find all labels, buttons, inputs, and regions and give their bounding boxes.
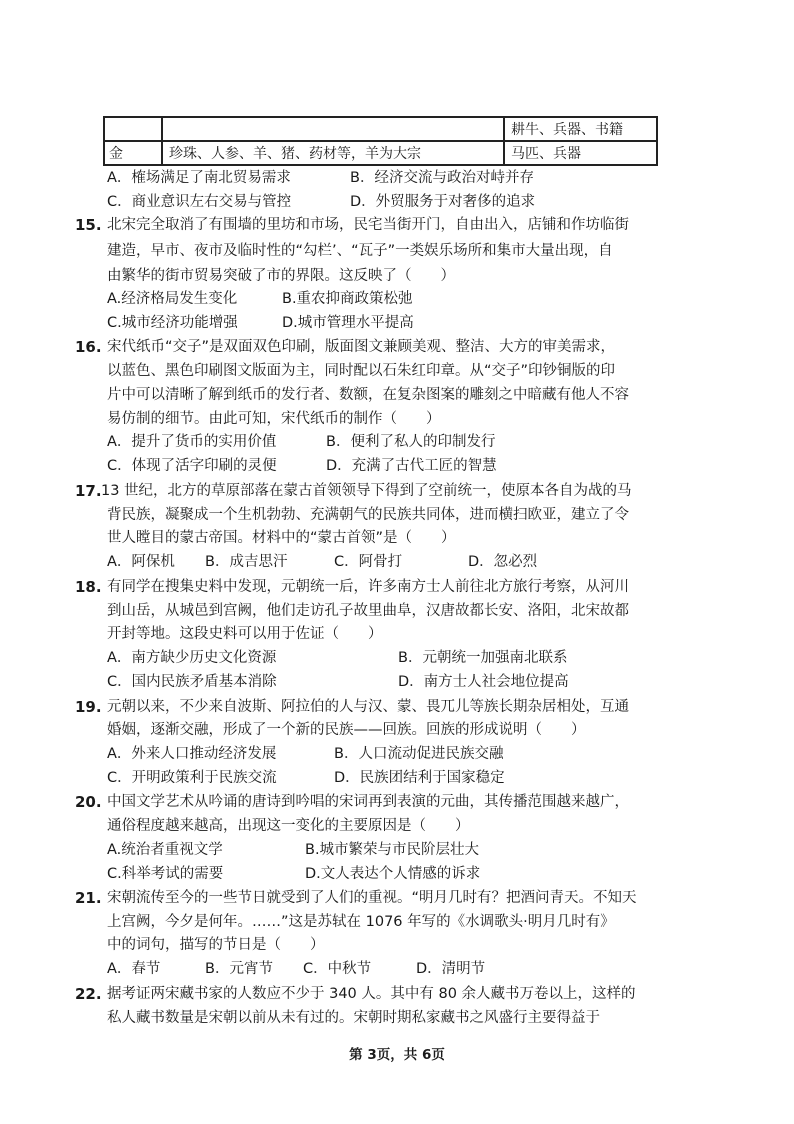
q16-stem-line: 以蓝色、黑色印刷图文版面为主，同时配以石朱红印章。从“交子”印钞铜版的印 xyxy=(107,363,616,379)
q17-stem-line: 背民族，凝聚成一个生机勃勃、充满朝气的民族共同体，进而横扫欧亚，建立了令 xyxy=(107,507,629,523)
q18-option-a: A．南方缺少历史文化资源 xyxy=(107,650,277,666)
q19-option-d: D．民族团结利于国家稳定 xyxy=(334,770,505,786)
q20-stem-line: 通俗程度越来越高，出现这一变化的主要原因是（ ） xyxy=(107,818,470,834)
q17-option-c: C．阿骨打 xyxy=(334,554,403,570)
table-cell: 耕牛、兵器、书籍 xyxy=(504,117,657,141)
q16-option-d: D．充满了古代工匠的智慧 xyxy=(326,458,497,474)
q15-option-a: A.经济格局发生变化 xyxy=(107,291,238,307)
q20-option-b: B.城市繁荣与市民阶层壮大 xyxy=(305,842,480,858)
q19-stem-line: 婚姻，逐渐交融，形成了一个新的民族——回族。回族的形成说明（ ） xyxy=(107,722,586,738)
q15-number: 15. xyxy=(75,216,102,234)
table-cell: 马匹、兵器 xyxy=(504,141,657,165)
table-cell xyxy=(162,117,504,141)
q16-stem-line: 宋代纸币“交子”是双面双色印刷，版面图文兼顾美观、整洁、大方的审美需求， xyxy=(107,339,616,355)
q16-stem-line: 片中可以清晰了解到纸币的发行者、数额，在复杂图案的雕刻之中暗藏有他人不容 xyxy=(107,387,629,403)
q17-number: 17. xyxy=(75,482,102,500)
q18-option-b: B．元朝统一加强南北联系 xyxy=(398,650,568,666)
q19-option-a: A．外来人口推动经济发展 xyxy=(107,746,277,762)
page-footer: 第 3页，共 6页 xyxy=(349,1047,445,1063)
q14-option-b: B．经济交流与政治对峙并存 xyxy=(350,170,534,186)
q17-option-a: A．阿保机 xyxy=(107,554,175,570)
trade-table xyxy=(103,116,658,166)
table-row xyxy=(104,117,657,141)
q18-option-c: C．国内民族矛盾基本消除 xyxy=(107,674,277,690)
table-row xyxy=(104,141,657,165)
q15-option-b: B.重农抑商政策松弛 xyxy=(282,291,413,307)
q21-stem-line: 中的词句，描写的节日是（ ） xyxy=(107,937,325,953)
q20-option-c: C.科举考试的需要 xyxy=(107,866,224,882)
q17-option-d: D．忽必烈 xyxy=(468,554,538,570)
q14-option-a: A．榷场满足了南北贸易需求 xyxy=(107,170,291,186)
q17-stem-line: 世人瞠目的蒙古帝国。材料中的“蒙古首领”是（ ） xyxy=(107,530,456,546)
q21-stem-line: 上宫阙，今夕是何年。……”这是苏轼在 1076 年写的《水调歌头·明月几时有》 xyxy=(107,914,615,930)
q22-number: 22. xyxy=(75,985,102,1003)
q19-stem-line: 元朝以来，不少来自波斯、阿拉伯的人与汉、蒙、畏兀儿等族长期杂居相处，互通 xyxy=(107,699,629,715)
q21-number: 21. xyxy=(75,889,102,907)
q22-stem-line: 据考证两宋藏书家的人数应不少于 340 人。其中有 80 余人藏书万卷以上，这样的 xyxy=(107,986,636,1002)
q21-stem-line: 宋朝流传至今的一些节日就受到了人们的重视。“明月几时有？把酒问青天。不知天 xyxy=(107,890,637,906)
q18-stem-line: 到山岳，从城邑到宫阙，他们走访孔子故里曲阜，汉唐故都长安、洛阳，北宋故都 xyxy=(107,603,629,619)
q21-option-b: B．元宵节 xyxy=(205,961,273,977)
q14-option-d: D．外贸服务于对奢侈的追求 xyxy=(350,194,536,210)
table-cell: 珍珠、人参、羊、猪、药材等，羊为大宗 xyxy=(162,141,504,165)
table-cell xyxy=(104,117,162,141)
q15-stem-line: 北宋完全取消了有围墙的里坊和市场，民宅当街开门，自由出入，店铺和作坊临街 xyxy=(107,217,629,233)
q14-option-c: C．商业意识左右交易与管控 xyxy=(107,194,292,210)
q19-option-b: B．人口流动促进民族交融 xyxy=(334,746,504,762)
q17-stem-line: 13 世纪，北方的草原部落在蒙古首领领导下得到了空前统一，使原本各自为战的马 xyxy=(101,483,632,499)
q16-stem-line: 易仿制的细节。由此可知，宋代纸币的制作（ ） xyxy=(107,411,441,427)
q16-number: 16. xyxy=(75,338,102,356)
q20-option-a: A.统治者重视文学 xyxy=(107,842,223,858)
table-cell: 金 xyxy=(104,141,162,165)
q20-stem-line: 中国文学艺术从吟诵的唐诗到吟唱的宋词再到表演的元曲，其传播范围越来越广， xyxy=(107,794,629,810)
q16-option-a: A．提升了货币的实用价值 xyxy=(107,434,277,450)
q18-number: 18. xyxy=(75,578,102,596)
q17-option-b: B．成吉思汗 xyxy=(205,554,288,570)
q16-option-c: C．体现了活字印刷的灵便 xyxy=(107,458,277,474)
q18-stem-line: 开封等地。这段史料可以用于佐证（ ） xyxy=(107,626,383,642)
q18-stem-line: 有同学在搜集史料中发现，元朝统一后，许多南方士人前往北方旅行考察，从河川 xyxy=(107,579,629,595)
q20-number: 20. xyxy=(75,793,102,811)
q21-option-a: A．春节 xyxy=(107,961,161,977)
q15-option-c: C.城市经济功能增强 xyxy=(107,315,238,331)
q20-option-d: D.文人表达个人情感的诉求 xyxy=(305,866,481,882)
q19-number: 19. xyxy=(75,698,102,716)
q18-option-d: D．南方士人社会地位提高 xyxy=(398,674,569,690)
q15-stem-line: 由繁华的街市贸易突破了市的界限。这反映了（ ） xyxy=(107,268,455,284)
q22-stem-line: 私人藏书数量是宋朝以前从未有过的。宋朝时期私家藏书之风盛行主要得益于 xyxy=(107,1010,600,1026)
q19-option-c: C．开明政策利于民族交流 xyxy=(107,770,277,786)
q21-option-d: D．清明节 xyxy=(416,961,486,977)
q15-option-d: D.城市管理水平提高 xyxy=(282,315,414,331)
q21-option-c: C．中秋节 xyxy=(303,961,372,977)
q16-option-b: B．便利了私人的印制发行 xyxy=(326,434,496,450)
q15-stem-line: 建造，早市、夜市及临时性的“勾栏’、“瓦子”一类娱乐场所和集市大量出现，自 xyxy=(107,243,613,259)
